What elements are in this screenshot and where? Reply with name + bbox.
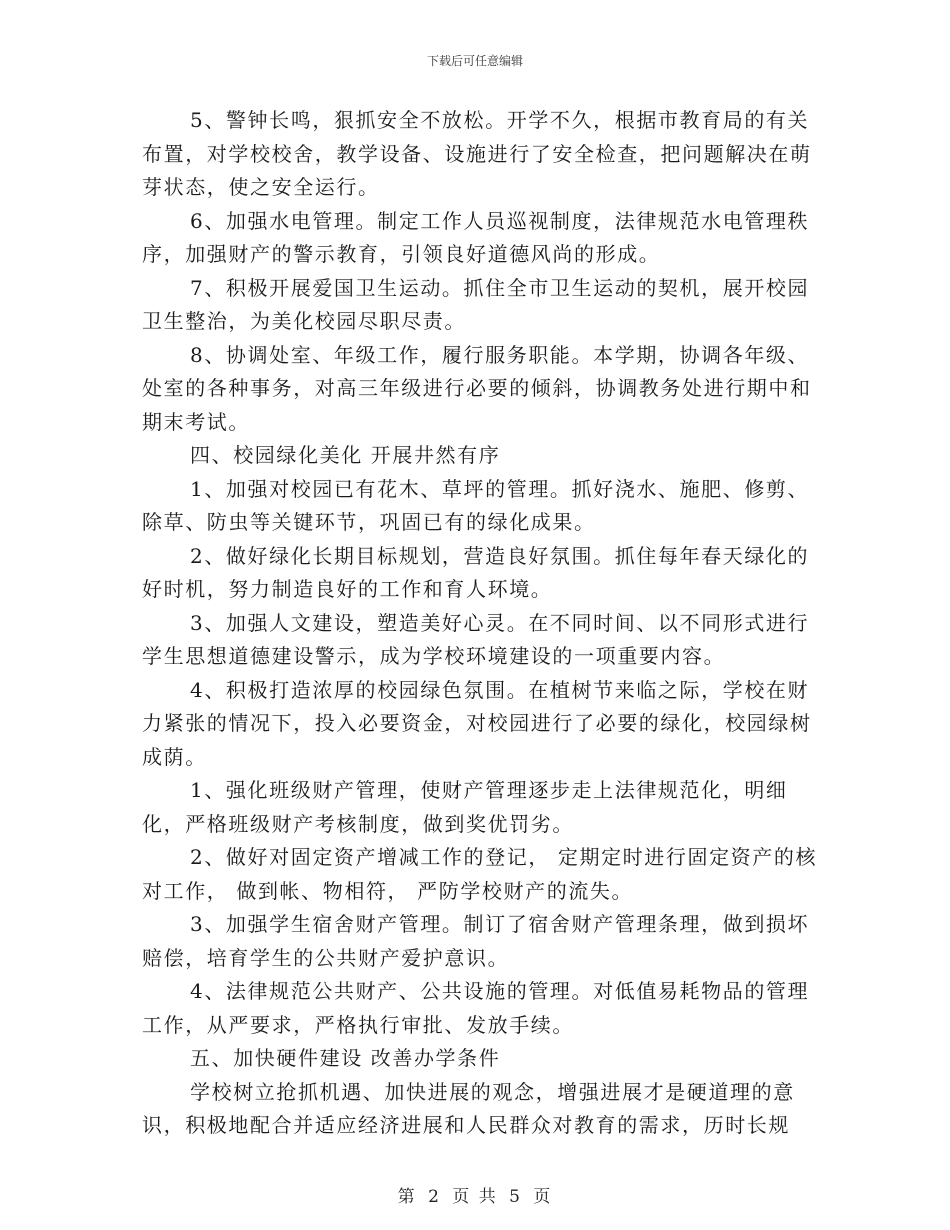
paragraph-coordination: 8、协调处室、年级工作，履行服务职能。本学期，协调各年级、处室的各种事务，对高三年级进行必要的倾斜，协调教务处进行期中和期末考试。 (142, 342, 812, 434)
section-heading-greening: 四、校园绿化美化 开展井然有序 (190, 443, 501, 467)
paragraph-hygiene: 7、积极开展爱国卫生运动。抓住全市卫生运动的契机，展开校园卫生整治，为美化校园尽职尽责。 (142, 275, 810, 333)
footer-middle: 页 共 (452, 1187, 498, 1207)
paragraph-property-1: 1、强化班级财产管理，使财产管理逐步走上法律规范化，明细化，严格班级财产考核制度，做到奖优罚劣。 (142, 778, 788, 836)
paragraph-greening-2: 2、做好绿化长期目标规划，营造良好氛围。抓住每年春天绿化的好时机，努力制造良好的工作和育人环境。 (142, 543, 810, 601)
paragraph-greening-4: 4、积极打造浓厚的校园绿色氛围。在植树节来临之际，学校在财力紧张的情况下，投入必要资金，对校园进行了必要的绿化，校园绿树成荫。 (142, 677, 812, 769)
section-heading-hardware: 五、加快硬件建设 改善办学条件 (190, 1046, 501, 1070)
page-footer (0, 1182, 950, 1207)
paragraph-property-3: 3、加强学生宿舍财产管理。制订了宿舍财产管理条理，做到损坏赔偿，培育学生的公共财产爱护意识。 (142, 912, 810, 970)
paragraph-property-2: 2、做好对固定资产增减工作的登记， 定期定时进行固定资产的核对工作， 做到帐、物相符， 严防学校财产的流失。 (142, 845, 818, 903)
paragraph-water-electric: 6、加强水电管理。制定工作人员巡视制度，法律规范水电管理秩序，加强财产的警示教育，引领良好道德风尚的形成。 (142, 208, 810, 266)
paragraph-property-4: 4、法律规范公共财产、公共设施的管理。对低值易耗物品的管理工作，从严要求，严格执行审批、发放手续。 (142, 979, 810, 1037)
paragraph-greening-3: 3、加强人文建设，塑造美好心灵。在不同时间、以不同形式进行学生思想道德建设警示，成为学校环境建设的一项重要内容。 (142, 610, 810, 668)
paragraph-safety: 5、警钟长鸣，狠抓安全不放松。开学不久，根据市教育局的有关布置，对学校校舍，教学设备、设施进行了安全检查，把问题解决在萌芽状态，使之安全运行。 (142, 108, 812, 199)
footer-current-page: 2 (428, 1187, 441, 1207)
footer-prefix: 第 (397, 1187, 417, 1207)
paragraph-greening-1: 1、加强对校园已有花木、草坪的管理。抓好浇水、施肥、修剪、除草、防虫等关键环节，巩固已有的绿化成果。 (142, 476, 810, 534)
footer-suffix: 页 (533, 1187, 553, 1207)
header-note: 下载后可任意编辑 (426, 54, 523, 68)
document-body (142, 104, 822, 1143)
footer-total-pages: 5 (509, 1187, 522, 1207)
paragraph-hardware: 学校树立抢抓机遇、加快进展的观念，增强进展才是硬道理的意识，积极地配合并适应经济进展和人民群众对教育的需求，历时长规 (142, 1079, 795, 1137)
